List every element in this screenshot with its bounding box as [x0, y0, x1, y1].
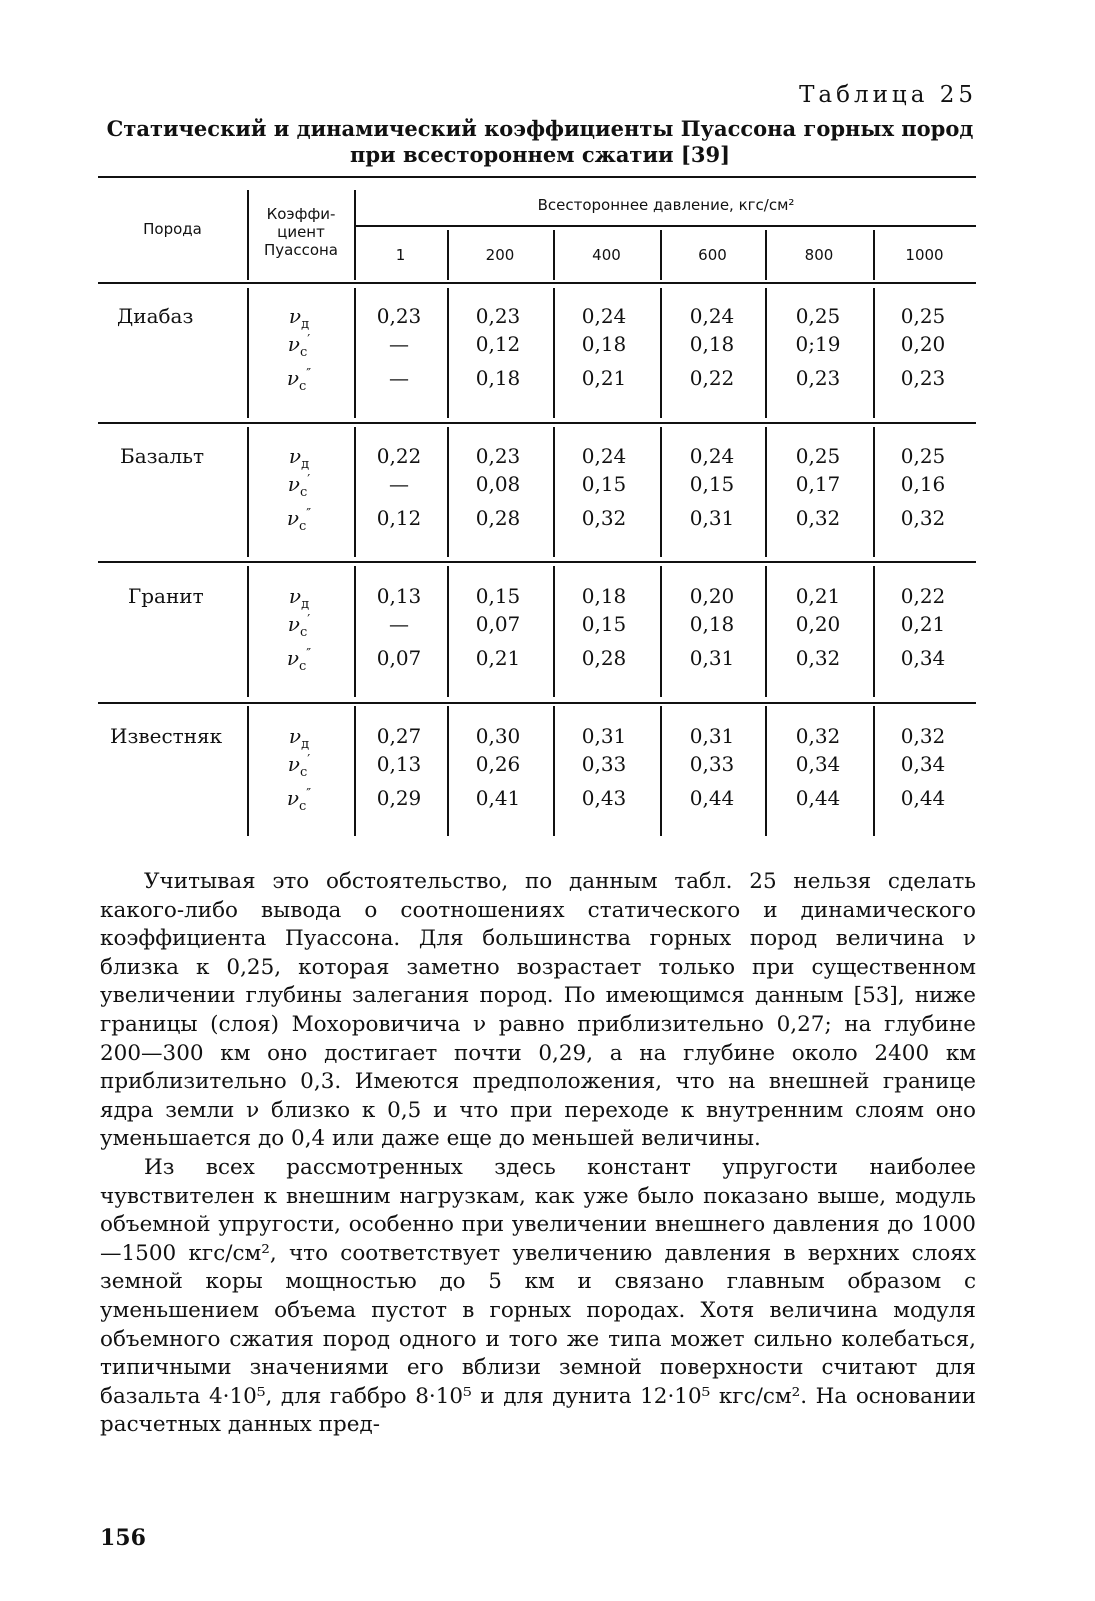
- table-cell: 0,21: [900, 612, 946, 636]
- table-cell: 0,18: [581, 332, 627, 356]
- table-cell: 0,23: [900, 366, 946, 390]
- table-cell: 0,24: [689, 304, 735, 328]
- body-vline: [765, 427, 767, 557]
- table-cell: 0,13: [376, 584, 422, 608]
- table-cell: 0,13: [376, 752, 422, 776]
- table-cell: 0,21: [475, 646, 521, 670]
- table-cell: 0,34: [900, 752, 946, 776]
- table-cell: 0,23: [795, 366, 841, 390]
- coefficient-symbol: $\nu_с''$: [286, 786, 312, 814]
- coefficient-symbol: $\nu_с''$: [286, 366, 312, 394]
- table-cell: —: [389, 472, 409, 496]
- table-cell: 0,34: [900, 646, 946, 670]
- table-cell: 0,07: [475, 612, 521, 636]
- table-cell: 0,32: [581, 506, 627, 530]
- table-cell: 0,24: [689, 444, 735, 468]
- table-cell: 0,31: [689, 646, 735, 670]
- coefficient-symbol: $\nu_с''$: [286, 506, 312, 534]
- pressure-header: 600: [698, 246, 727, 264]
- table-cell: 0,24: [581, 444, 627, 468]
- body-vline: [765, 288, 767, 418]
- table-cell: 0,12: [376, 506, 422, 530]
- table-cell: 0,18: [475, 366, 521, 390]
- table-cell: 0,25: [795, 304, 841, 328]
- coefficient-symbol: $\nu_с'$: [287, 612, 311, 640]
- table-cell: 0,30: [475, 724, 521, 748]
- table-cell: 0,25: [900, 304, 946, 328]
- table-cell: 0,12: [475, 332, 521, 356]
- table-cell: 0,22: [376, 444, 422, 468]
- table-cell: 0,33: [581, 752, 627, 776]
- pressure-header-rule: [354, 225, 976, 227]
- coefficient-symbol: $\nu_д$: [288, 444, 310, 472]
- rock-name: Базальт: [120, 444, 205, 468]
- table-cell: 0,44: [689, 786, 735, 810]
- table-cell: 0,25: [795, 444, 841, 468]
- table-cell: 0,28: [475, 506, 521, 530]
- body-vline: [247, 566, 249, 697]
- table-cell: 0,31: [581, 724, 627, 748]
- col-header-coefficient: Коэффи- циент Пуассона: [263, 205, 339, 259]
- body-vline: [247, 288, 249, 418]
- table-cell: 0,20: [689, 584, 735, 608]
- table-cell: 0,29: [376, 786, 422, 810]
- body-vline: [765, 566, 767, 697]
- body-vline: [247, 427, 249, 557]
- paragraph: Из всех рассмотренных здесь констант упругости наиболее чувствителен к внешним нагрузкам, как уже было показано выше, модуль объемной упругости, особенно при увеличении внешнего давления до 1000—1500 кгс/см², что соответствует увеличению давления в верхних слоях земной коры мощностью до 5 км и связано главным образом с уменьшением объема пустот в горных породах. Хотя величина модуля объемного сжатия пород одного и того же типа может сильно колебаться, типичными значениями его вблизи земной поверхности считают для базальта 4·10⁵, для габбро 8·10⁵ и для дунита 12·10⁵ кгс/см². На основании расчетных данных пред-: [100, 1154, 976, 1438]
- table-cell: 0,17: [795, 472, 841, 496]
- table-cell: 0,32: [795, 506, 841, 530]
- table-cell: 0,41: [475, 786, 521, 810]
- coefficient-symbol: $\nu_д$: [288, 724, 310, 752]
- table-cell: 0,21: [795, 584, 841, 608]
- col-header-pressure: Всестороннее давление, кгс/см²: [537, 196, 795, 214]
- table-cell: 0,18: [581, 584, 627, 608]
- table-cell: 0,25: [900, 444, 946, 468]
- pressure-header: 800: [804, 246, 834, 264]
- table-cell: 0,21: [581, 366, 627, 390]
- table-cell: —: [389, 612, 409, 636]
- table-cell: 0;19: [795, 332, 841, 356]
- table-cell: 0,43: [581, 786, 627, 810]
- table-cell: 0,15: [475, 584, 521, 608]
- table-title-line-1: Статический и динамический коэффициенты Пуассона горных пород: [106, 116, 974, 141]
- col-header-rock: Порода: [143, 220, 202, 238]
- table-cell: 0,33: [689, 752, 735, 776]
- pressure-header: 400: [592, 246, 621, 264]
- header-bottom-rule: [98, 282, 976, 284]
- table-cell: 0,23: [376, 304, 422, 328]
- pressure-header: 200: [485, 246, 515, 264]
- table-cell: 0,15: [581, 472, 627, 496]
- table-cell: 0,44: [795, 786, 841, 810]
- table-cell: 0,24: [581, 304, 627, 328]
- page-number: 156: [100, 1525, 146, 1551]
- rock-name: Гранит: [128, 584, 204, 608]
- paragraph: Учитывая это обстоятельство, по данным табл. 25 нельзя сделать какого-либо вывода о соотношениях статического и динамического коэффициента Пуассона. Для большинства горных пород величина ν близка к 0,25, которая заметно возрастает только при существенном увеличении глубины залегания пород. По имеющимся данным [53], ниже границы (слоя) Мохоровичича ν равно приблизительно 0,27; на глубине 200—300 км оно достигает почти 0,29, а на глубине около 2400 км приблизительно 0,3. Имеются предположения, что на внешней границе ядра земли ν близко к 0,5 и что при переходе к внутренним слоям оно уменьшается до 0,4 или даже еще до меньшей величины.: [100, 869, 976, 1152]
- table-cell: 0,32: [795, 724, 841, 748]
- table-cell: —: [389, 332, 409, 356]
- table-cell: 0,32: [795, 646, 841, 670]
- rock-name: Диабаз: [117, 304, 194, 328]
- table-cell: 0,22: [900, 584, 946, 608]
- table-title-line-2: при всестороннем сжатии [39]: [350, 142, 730, 167]
- table-cell: 0,18: [689, 332, 735, 356]
- table-cell: 0,18: [689, 612, 735, 636]
- coefficient-symbol: $\nu_с''$: [286, 646, 312, 674]
- table-title: [100, 116, 980, 168]
- table-cell: 0,20: [900, 332, 946, 356]
- table-cell: 0,34: [795, 752, 841, 776]
- coefficient-symbol: $\nu_с'$: [287, 752, 311, 780]
- table-cell: 0,27: [376, 724, 422, 748]
- table-cell: 0,32: [900, 724, 946, 748]
- table-cell: 0,15: [581, 612, 627, 636]
- table-cell: 0,20: [795, 612, 841, 636]
- row-separator: [98, 561, 976, 563]
- table-cell: 0,22: [689, 366, 735, 390]
- table-cell: 0,32: [900, 506, 946, 530]
- table-label: Таблица 25: [799, 82, 977, 108]
- body-vline: [247, 706, 249, 836]
- table-cell: 0,26: [475, 752, 521, 776]
- table-cell: 0,16: [900, 472, 946, 496]
- table-cell: 0,44: [900, 786, 946, 810]
- body-vline: [765, 706, 767, 836]
- table-cell: 0,31: [689, 724, 735, 748]
- table-cell: 0,23: [475, 304, 521, 328]
- body-text: [100, 868, 976, 1440]
- table-cell: 0,28: [581, 646, 627, 670]
- table-cell: 0,07: [376, 646, 422, 670]
- coefficient-symbol: $\nu_д$: [288, 304, 310, 332]
- row-separator: [98, 702, 976, 704]
- pressure-header: 1: [395, 246, 406, 264]
- table-cell: 0,08: [475, 472, 521, 496]
- table-top-rule: [98, 176, 976, 178]
- pressure-header: 1000: [905, 246, 944, 264]
- table-cell: 0,31: [689, 506, 735, 530]
- table-cell: —: [389, 366, 409, 390]
- coefficient-symbol: $\nu_с'$: [287, 472, 311, 500]
- table-cell: 0,23: [475, 444, 521, 468]
- row-separator: [98, 422, 976, 424]
- coefficient-symbol: $\nu_с'$: [287, 332, 311, 360]
- coefficient-symbol: $\nu_д$: [288, 584, 310, 612]
- table-cell: 0,15: [689, 472, 735, 496]
- rock-name: Известняк: [110, 724, 223, 748]
